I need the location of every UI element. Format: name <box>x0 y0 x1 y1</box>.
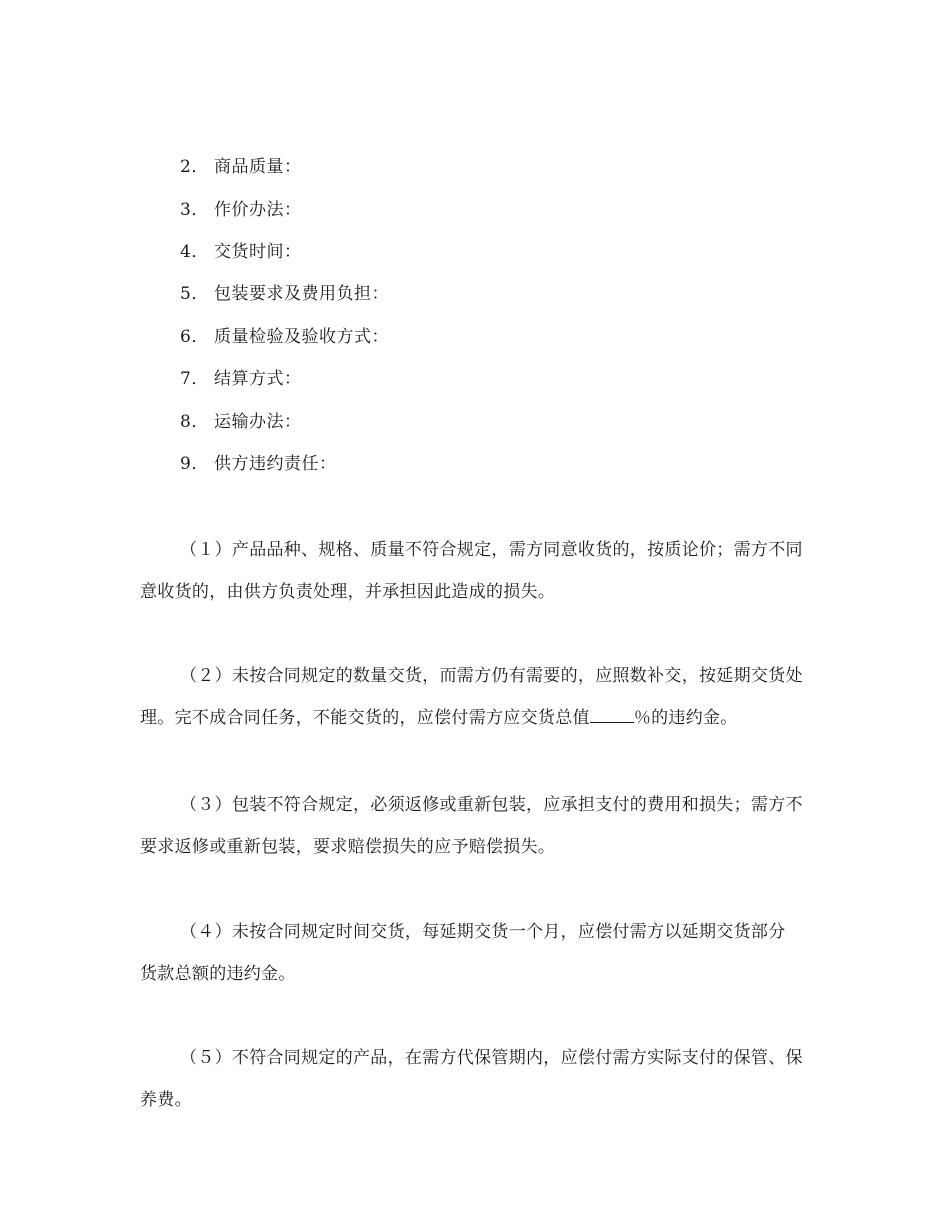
clause-line <box>140 708 738 728</box>
item-label: 包装要求及费用负担： <box>214 284 389 304</box>
clause-line: 意收货的，由供方负责处理，并承担因此造成的损失。 <box>140 582 556 602</box>
item-packaging <box>180 284 389 304</box>
item-number: 5． <box>180 284 209 304</box>
item-supplier-liability <box>180 454 337 474</box>
clause-line: （３）包装不符合规定，必须返修或重新包装，应承担支付的费用和损失；需方不 <box>180 795 803 815</box>
clause-line: 要求返修或重新包装，要求赔偿损失的应予赔偿损失。 <box>140 837 556 857</box>
fill-in-blank <box>590 708 634 723</box>
item-settlement <box>180 369 302 389</box>
item-number: 2． <box>180 157 209 177</box>
clause-text: ％的违约金。 <box>633 708 738 728</box>
item-label: 作价办法： <box>214 200 302 220</box>
item-number: 4． <box>180 242 209 262</box>
item-label: 结算方式： <box>214 369 302 389</box>
item-label: 质量检验及验收方式： <box>214 327 389 347</box>
item-number: 6． <box>180 327 209 347</box>
clause-line: （４）未按合同规定时间交货，每延期交货一个月，应偿付需方以延期交货部分 <box>180 922 786 942</box>
item-number: 7． <box>180 369 209 389</box>
clause-line: （１）产品品种、规格、质量不符合规定，需方同意收货的，按质论价；需方不同 <box>180 540 803 560</box>
clause-line: 养费。 <box>140 1090 192 1110</box>
item-product-quality <box>180 157 302 177</box>
item-label: 运输办法： <box>214 412 302 432</box>
clause-line: （５）不符合同规定的产品，在需方代保管期内，应偿付需方实际支付的保管、保 <box>180 1048 803 1068</box>
clause-line: 货款总额的违约金。 <box>140 964 296 984</box>
clause-text: 理。完不成合同任务，不能交货的，应偿付需方应交货总值 <box>140 708 590 728</box>
item-number: 8． <box>180 412 209 432</box>
item-delivery-time <box>180 242 302 262</box>
item-label: 交货时间： <box>214 242 302 262</box>
item-pricing-method <box>180 200 302 220</box>
clause-line: （２）未按合同规定的数量交货，而需方仍有需要的，应照数补交，按延期交货处 <box>180 666 803 686</box>
item-number: 9． <box>180 454 209 474</box>
item-inspection <box>180 327 389 347</box>
item-number: 3． <box>180 200 209 220</box>
item-label: 商品质量： <box>214 157 302 177</box>
item-label: 供方违约责任： <box>214 454 337 474</box>
item-transport <box>180 412 302 432</box>
